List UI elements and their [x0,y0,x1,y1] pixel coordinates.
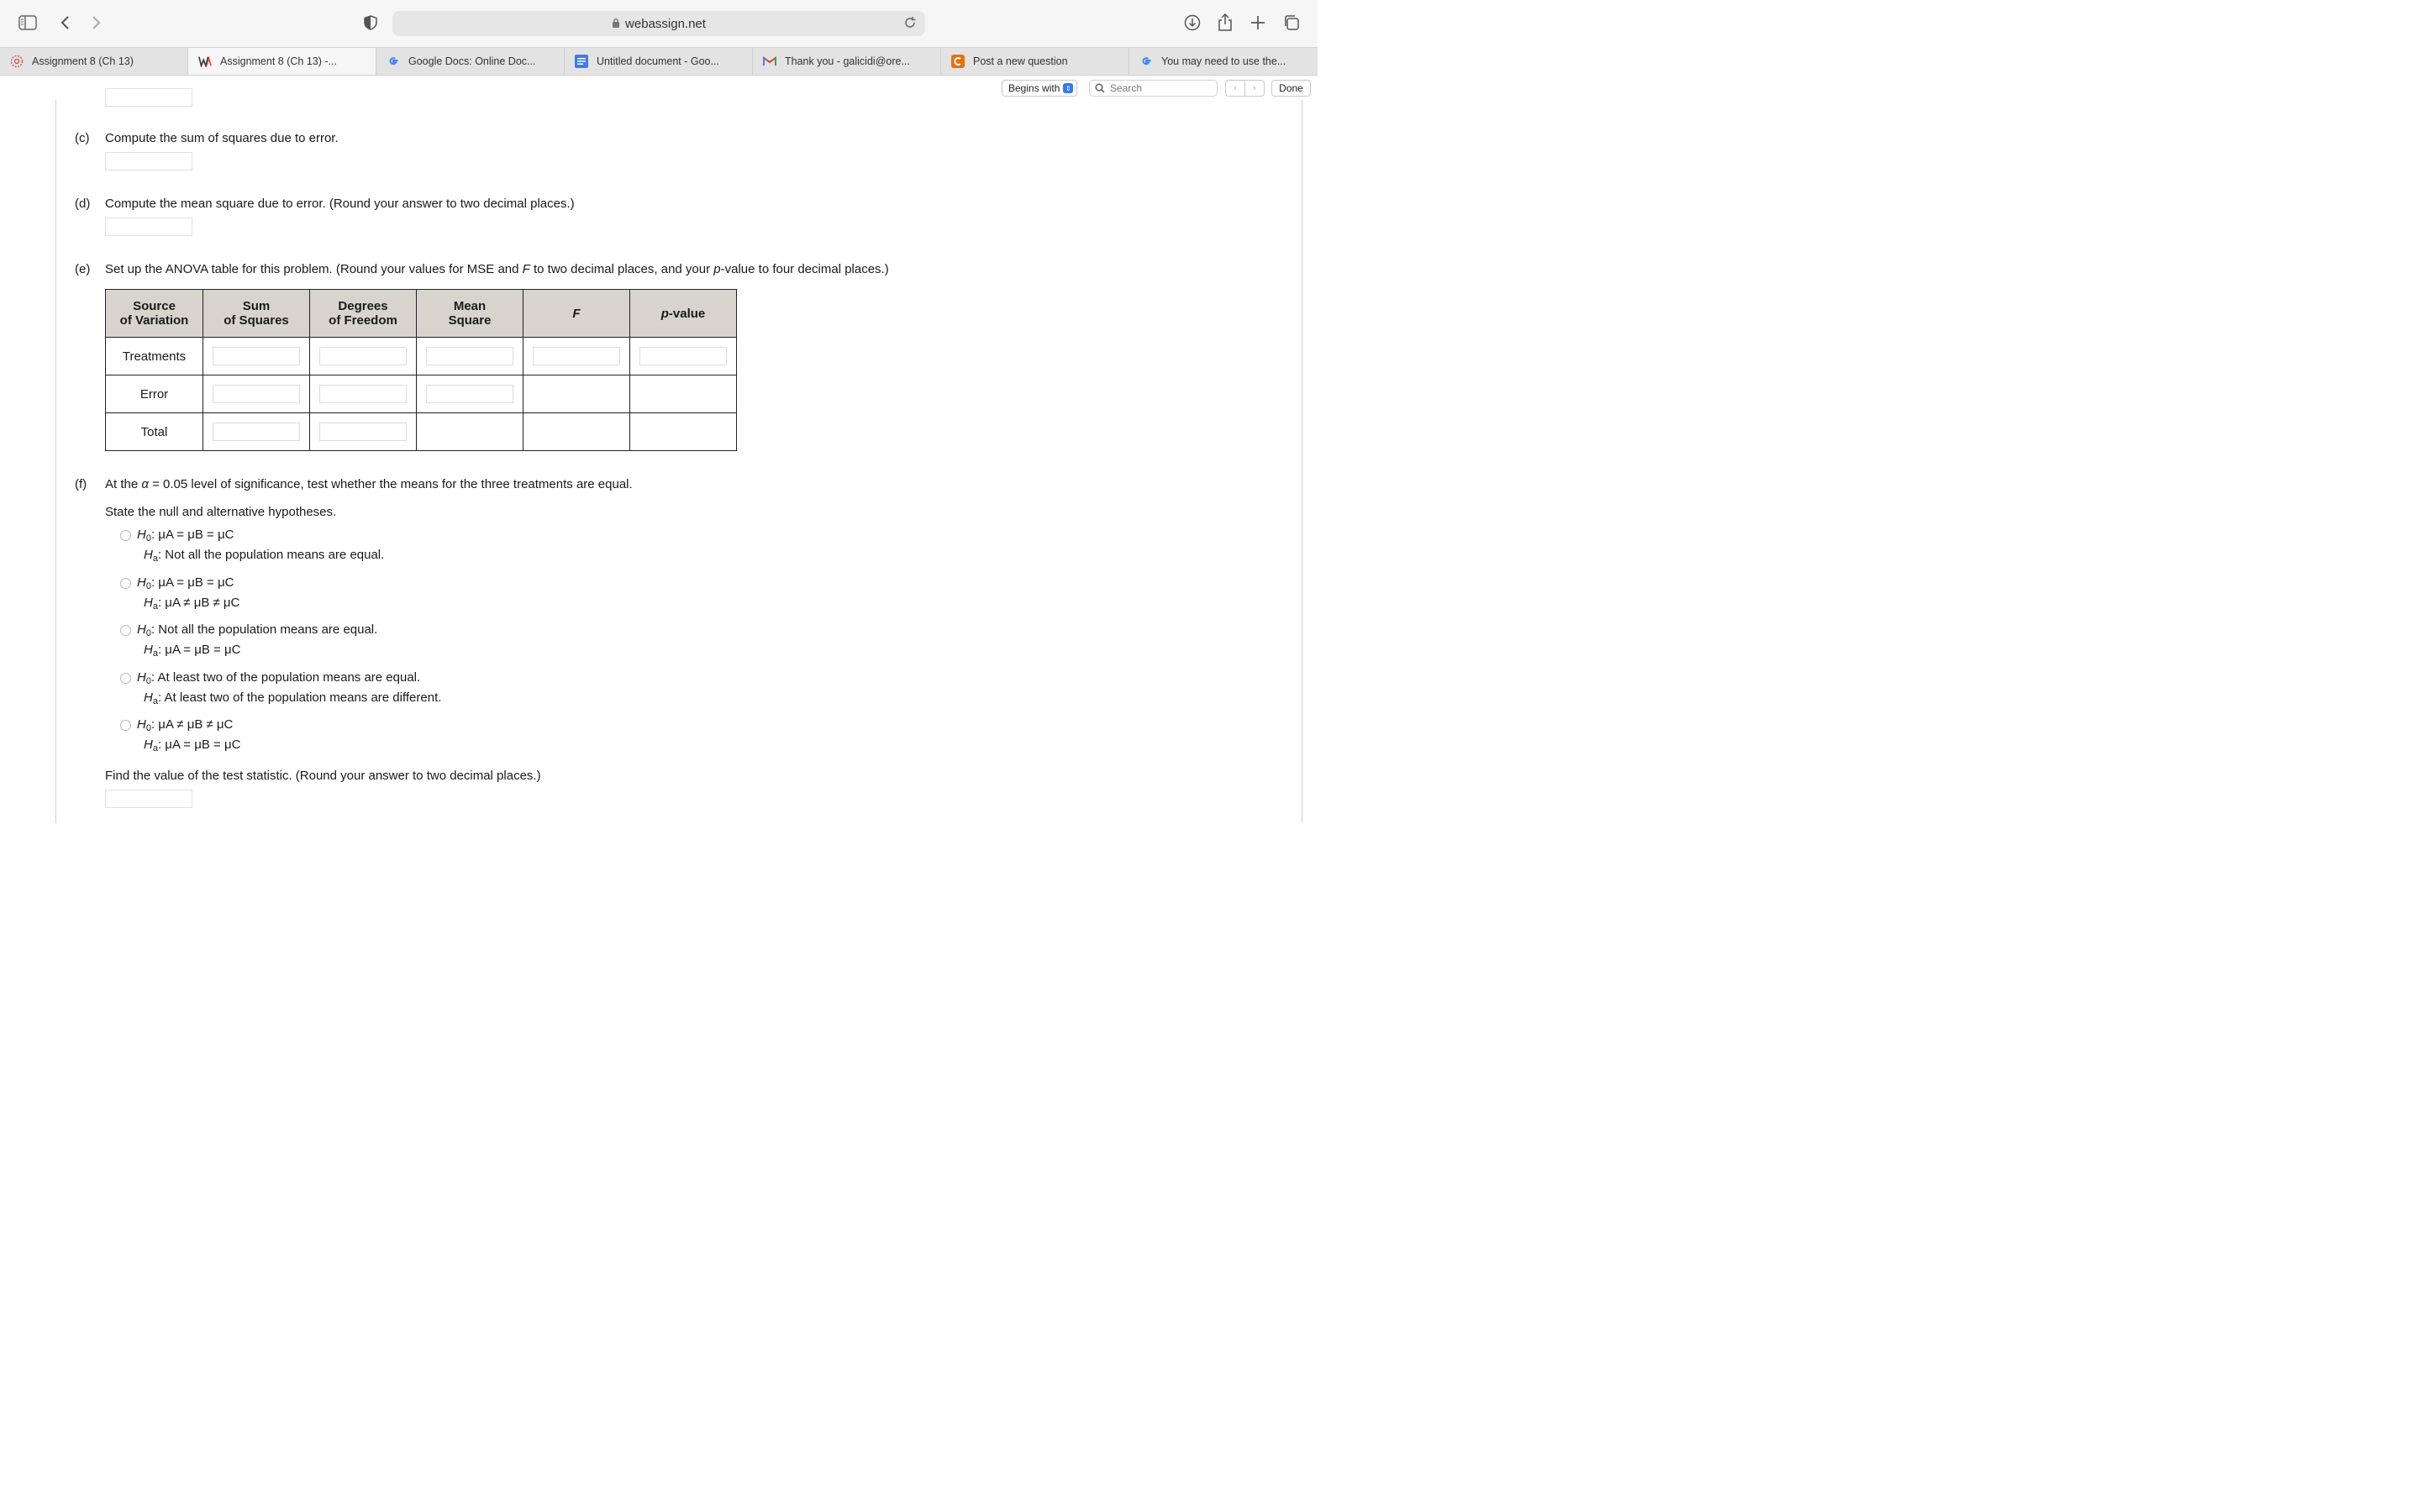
empty-cell [630,413,737,451]
anova-row-error [106,375,737,413]
google-icon [1139,55,1153,68]
hypothesis-option-1-ha: $H_a$: Not all the population means are equal. [144,548,385,564]
ms-error-input[interactable] [426,385,513,403]
header-f: F [523,290,630,338]
test-statistic-input[interactable] [105,790,192,808]
chegg-icon [951,55,965,68]
find-previous-icon[interactable]: ‹ [1226,81,1245,96]
page-content [0,100,1318,823]
header-source: Source of Variation [106,290,203,338]
docs-icon [575,55,588,68]
hypothesis-option-2-radio[interactable] [120,578,131,589]
header-sum-of-squares: Sum of Squares [203,290,310,338]
tab-chegg[interactable] [941,48,1129,75]
lock-icon [612,17,620,31]
tab-label: Google Docs: Online Doc... [408,55,536,67]
tab-bar [0,47,1318,76]
ss-error-input[interactable] [213,385,300,403]
tab-gmail[interactable] [753,48,941,75]
sidebar-toggle-icon[interactable] [18,14,37,31]
hypothesis-option-5-h0: $H_0$: μA ≠ μB ≠ μC [137,717,234,733]
question-label: (c) [75,131,90,145]
answer-input-d[interactable] [105,218,192,236]
tab-label: Post a new question [973,55,1068,67]
ms-treatments-input[interactable] [426,347,513,365]
row-label: Treatments [106,338,203,375]
question-label: (d) [75,197,91,211]
webassign-icon [198,55,212,68]
question-c [75,131,339,145]
hypothesis-option-2-h0: $H_0$: μA = μB = μC [137,575,234,591]
question-e [75,262,889,276]
chevron-updown-icon: ⇕ [1063,83,1073,93]
question-text: Compute the mean square due to error. (Round your answer to two decimal places.) [105,197,575,211]
answer-input-b[interactable] [105,88,192,107]
tab-google-search[interactable] [1129,48,1318,75]
question-text: At the [105,477,142,491]
question-text: = 0.05 level of significance, test whether the means for the three treatments are equal. [148,477,633,491]
hypothesis-option-5-ha: $H_a$: μA = μB = μC [144,738,241,753]
ss-total-input[interactable] [213,423,300,441]
hypothesis-option-3-ha: $H_a$: μA = μB = μC [144,643,241,659]
tab-assignment-webassign[interactable] [188,48,376,75]
question-f [75,477,633,491]
f-symbol: F [522,262,530,276]
anova-row-treatments [106,338,737,375]
header-p-value: p-value [630,290,737,338]
find-mode-label: Begins with [1008,82,1060,94]
question-text: -value to four decimal places.) [720,262,889,276]
privacy-shield-icon[interactable] [363,14,378,31]
find-search-field[interactable] [1089,80,1218,97]
question-label: (e) [75,262,91,276]
row-label: Error [106,375,203,413]
address-bar[interactable] [392,11,925,36]
question-text: Set up the ANOVA table for this problem. (Round your values for MSE and [105,262,523,276]
anova-table [105,289,737,451]
url-text: webassign.net [625,16,706,31]
df-total-input[interactable] [319,423,407,441]
share-icon[interactable] [1217,13,1234,33]
forward-icon[interactable] [89,14,104,31]
hypothesis-option-3-radio[interactable] [120,625,131,636]
empty-cell [523,413,630,451]
tab-label: Assignment 8 (Ch 13) -... [220,55,337,67]
hypothesis-option-1-radio[interactable] [120,530,131,541]
empty-cell [417,413,523,451]
google-icon [387,55,400,68]
tab-label: Assignment 8 (Ch 13) [32,55,134,67]
canvas-icon [10,55,24,68]
p-symbol: p [713,262,721,276]
tab-untitled-document[interactable] [565,48,753,75]
df-error-input[interactable] [319,385,407,403]
hypothesis-option-5-radio[interactable] [120,720,131,731]
alpha-symbol: α [141,477,149,491]
tab-google-docs[interactable] [376,48,565,75]
test-statistic-prompt: Find the value of the test statistic. (Round your answer to two decimal places.) [105,769,541,783]
question-text: to two decimal places, and your [529,262,714,276]
find-nav-buttons [1225,80,1265,97]
find-mode-select[interactable] [1002,80,1077,97]
new-tab-icon[interactable] [1249,14,1267,31]
find-bar [0,75,1318,100]
row-label: Total [106,413,203,451]
question-d [75,197,575,211]
hypothesis-option-4-radio[interactable] [120,673,131,684]
anova-row-total [106,413,737,451]
hypothesis-option-1-h0: $H_0$: μA = μB = μC [137,528,234,543]
question-label: (f) [75,477,87,491]
f-treatments-input[interactable] [533,347,620,365]
tab-overview-icon[interactable] [1282,13,1301,32]
find-done-button[interactable]: Done [1271,80,1311,97]
tab-label: You may need to use the... [1161,55,1286,67]
tab-assignment-canvas[interactable] [0,48,188,75]
tab-label: Thank you - galicidi@ore... [785,55,910,67]
anova-header-row [106,290,737,338]
answer-input-c[interactable] [105,152,192,171]
empty-cell [523,375,630,413]
content-border-left [55,100,56,823]
ss-treatments-input[interactable] [213,347,300,365]
browser-toolbar [0,0,1318,47]
hypothesis-option-4-h0: $H_0$: At least two of the population means are equal. [137,670,421,686]
p-value-input[interactable] [639,347,727,365]
hypothesis-option-3-h0: $H_0$: Not all the population means are equal. [137,622,378,638]
hypotheses-prompt: State the null and alternative hypotheses. [105,505,337,519]
hypothesis-option-2-ha: $H_a$: μA ≠ μB ≠ μC [144,596,240,612]
df-treatments-input[interactable] [319,347,407,365]
reload-icon[interactable] [903,16,917,33]
question-text: Compute the sum of squares due to error. [105,131,339,145]
back-icon[interactable] [57,14,72,31]
find-search-input[interactable] [1108,81,1213,95]
find-next-icon[interactable]: › [1253,83,1256,93]
gmail-icon [763,55,776,68]
tab-label: Untitled document - Goo... [597,55,719,67]
hypothesis-option-4-ha: $H_a$: At least two of the population means are different. [144,690,442,706]
header-mean-square: Mean Square [417,290,523,338]
downloads-icon[interactable] [1183,13,1202,32]
empty-cell [630,375,737,413]
header-degrees-of-freedom: Degrees of Freedom [310,290,417,338]
magnifier-icon [1095,83,1105,93]
